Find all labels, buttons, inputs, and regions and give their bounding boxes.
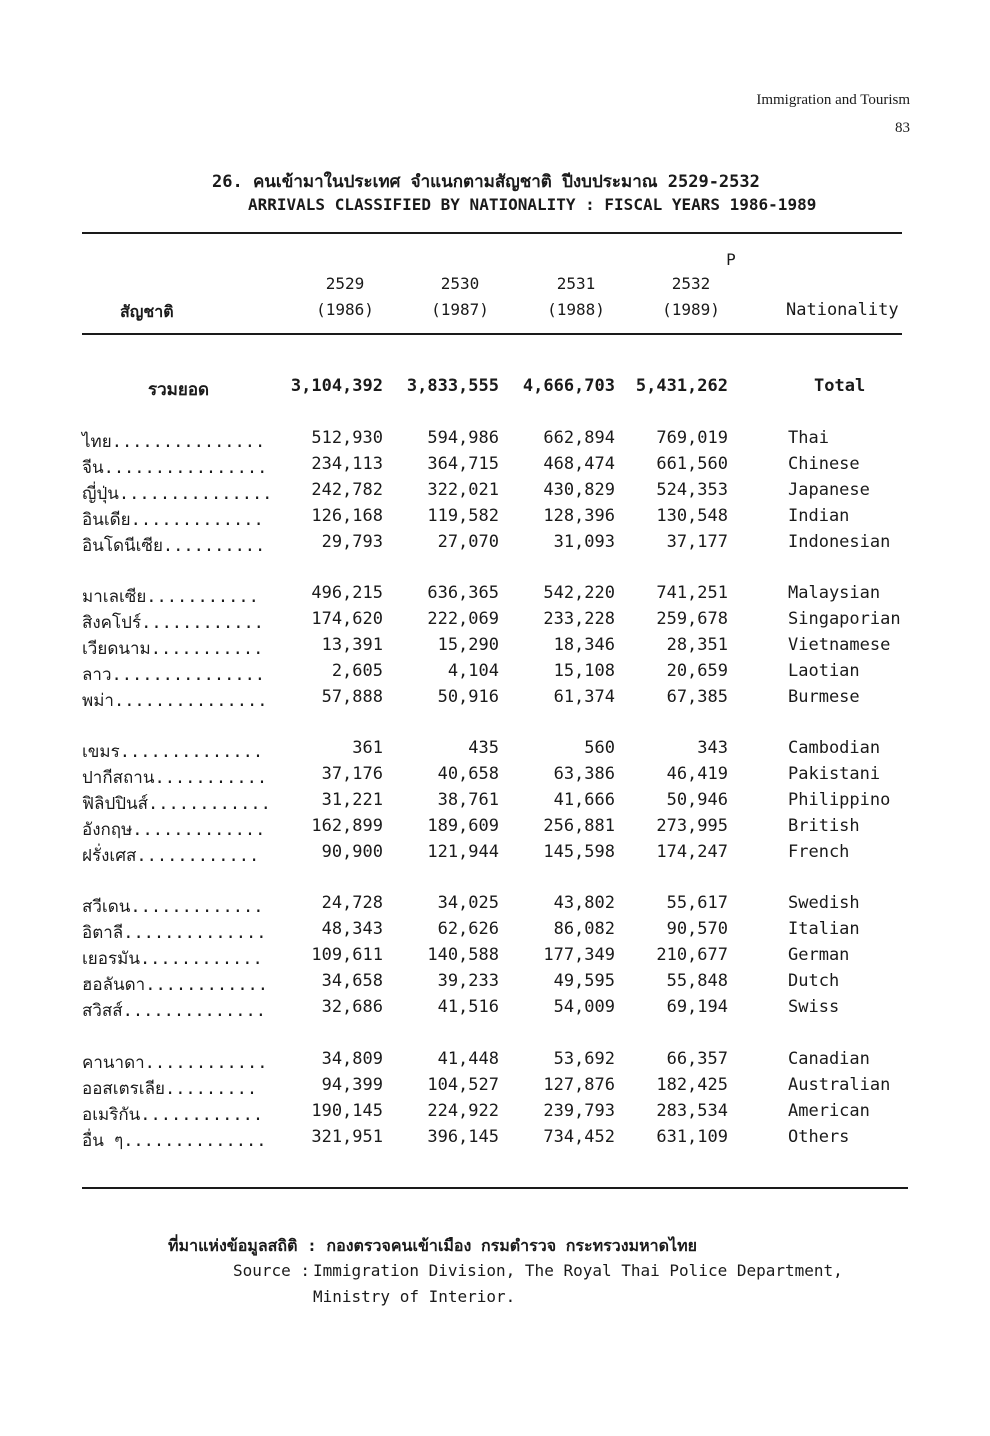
row-label-english: German [788,945,850,965]
table-cell: 34,809 [321,1049,383,1069]
page-header [756,86,910,142]
table-cell: 182,425 [656,1075,728,1095]
row-label-english: Vietnamese [788,635,891,655]
row-label-thai: ปากีสถาน........... [82,768,268,788]
table-cell: 50,946 [666,790,728,810]
table-cell: 190,145 [311,1101,383,1121]
total-value: 5,431,262 [635,376,728,396]
table-cell: 53,692 [553,1049,615,1069]
row-label-english: Pakistani [788,764,881,784]
table-cell: 24,728 [321,893,383,913]
table-cell: 66,357 [666,1049,728,1069]
table-cell: 430,829 [543,480,615,500]
title-english: ARRIVALS CLASSIFIED BY NATIONALITY : FISCAL YEARS 1986-1989 [248,195,817,214]
row-label-english: Laotian [788,661,860,681]
col-year-ce: (1986) [316,300,374,319]
row-label-english: French [788,842,850,862]
table-cell: 18,346 [553,635,615,655]
table-cell: 54,009 [553,997,615,1017]
table-cell: 94,399 [321,1075,383,1095]
row-label-thai: คานาดา............ [82,1053,268,1073]
col-header-thai: สัญชาติ [120,302,174,321]
table-cell: 55,848 [666,971,728,991]
table-cell: 67,385 [666,687,728,707]
table-cell: 126,168 [311,506,383,526]
row-label-english: Indian [788,506,850,526]
table-cell: 15,290 [437,635,499,655]
source-thai: ที่มาแห่งข้อมูลสถิติ : กองตรวจคนเข้าเมือง กรมตำรวจ กระทรวงมหาดไทย [168,1236,697,1255]
table-cell: 109,611 [311,945,383,965]
page-number: 83 [895,120,910,136]
table-cell: 128,396 [543,506,615,526]
row-label-english: Burmese [788,687,860,707]
row-label-english: Swedish [788,893,860,913]
table-cell: 512,930 [311,428,383,448]
table-cell: 162,899 [311,816,383,836]
table-cell: 435 [468,738,499,758]
table-cell: 48,343 [321,919,383,939]
table-cell: 46,419 [666,764,728,784]
table-cell: 224,922 [427,1101,499,1121]
table-cell: 62,626 [437,919,499,939]
table-cell: 322,021 [427,480,499,500]
table-cell: 364,715 [427,454,499,474]
table-cell: 69,194 [666,997,728,1017]
row-label-thai: เวียดนาม........... [82,639,264,659]
table-cell: 174,247 [656,842,728,862]
table-cell: 468,474 [543,454,615,474]
table-cell: 233,228 [543,609,615,629]
row-label-english: Singaporian [788,609,901,629]
table-cell: 769,019 [656,428,728,448]
table-cell: 61,374 [553,687,615,707]
row-label-english: Dutch [788,971,840,991]
table-cell: 661,560 [656,454,728,474]
table-cell: 2,605 [331,661,383,681]
table-cell: 542,220 [543,583,615,603]
top-rule [82,232,902,234]
row-label-thai: ออสเตรเลีย......... [82,1079,258,1099]
row-label-thai: ฝรั่งเศส............ [82,846,260,866]
table-cell: 631,109 [656,1127,728,1147]
table-cell: 343 [697,738,728,758]
row-label-thai: อินโดนีเซีย.......... [82,536,266,556]
row-label-english: British [788,816,860,836]
col-header-english: Nationality [786,300,899,320]
table-cell: 119,582 [427,506,499,526]
source-label: Source : [233,1261,311,1280]
table-cell: 31,093 [553,532,615,552]
row-label-english: Philippino [788,790,891,810]
col-year-be: 2532 [671,274,711,293]
table-cell: 55,617 [666,893,728,913]
table-cell: 177,349 [543,945,615,965]
total-value: 4,666,703 [522,376,615,396]
table-cell: 28,351 [666,635,728,655]
row-label-thai: มาเลเซีย........... [82,587,259,607]
section-title: Immigration and Tourism [756,92,910,108]
table-cell: 50,916 [437,687,499,707]
row-label-english: Australian [788,1075,891,1095]
table-cell: 273,995 [656,816,728,836]
row-label-english: Thai [788,428,829,448]
row-label-english: Chinese [788,454,860,474]
table-cell: 41,516 [437,997,499,1017]
source-line-2: Ministry of Interior. [313,1287,516,1306]
table-cell: 15,108 [553,661,615,681]
table-cell: 27,070 [437,532,499,552]
col-year-be: 2531 [556,274,596,293]
table-cell: 396,145 [427,1127,499,1147]
table-cell: 34,025 [437,893,499,913]
row-label-english: Italian [788,919,860,939]
table-cell: 361 [352,738,383,758]
table-cell: 130,548 [656,506,728,526]
table-cell: 741,251 [656,583,728,603]
row-label-english: Swiss [788,997,840,1017]
row-label-thai: ฟิลิปปินส์............ [82,794,271,814]
row-label-english: Indonesian [788,532,891,552]
row-label-thai: สิงคโปร์............ [82,613,264,633]
table-cell: 41,448 [437,1049,499,1069]
row-label-thai: อื่น ๆ.............. [82,1131,267,1151]
row-label-english: Japanese [788,480,870,500]
table-cell: 145,598 [543,842,615,862]
row-label-thai: เยอรมัน............ [82,949,263,969]
table-cell: 4,104 [447,661,499,681]
header-rule [82,333,902,335]
row-label-english: Canadian [788,1049,870,1069]
row-label-thai: ฮอลันดา............ [82,975,269,995]
total-label-english: Total [814,376,866,396]
title-thai: 26. คนเข้ามาในประเทศ จำแนกตามสัญชาติ ปีงบประมาณ 2529-2532 [212,172,760,192]
table-cell: 524,353 [656,480,728,500]
row-label-thai: ไทย............... [82,432,266,452]
table-cell: 57,888 [321,687,383,707]
table-cell: 43,802 [553,893,615,913]
table-cell: 239,793 [543,1101,615,1121]
row-label-thai: เขมร.............. [82,742,264,762]
table-cell: 37,177 [666,532,728,552]
col-year-be: 2529 [325,274,365,293]
table-cell: 38,761 [437,790,499,810]
row-label-english: Malaysian [788,583,881,603]
col-year-ce: (1988) [547,300,605,319]
row-label-thai: จีน................ [82,458,268,478]
table-cell: 283,534 [656,1101,728,1121]
table-cell: 662,894 [543,428,615,448]
table-cell: 63,386 [553,764,615,784]
prelim-mark: P [726,250,736,269]
table-cell: 39,233 [437,971,499,991]
table-cell: 90,900 [321,842,383,862]
row-label-english: American [788,1101,870,1121]
table-cell: 31,221 [321,790,383,810]
table-cell: 734,452 [543,1127,615,1147]
row-label-thai: สวีเดน............. [82,897,264,917]
table-cell: 210,677 [656,945,728,965]
table-cell: 242,782 [311,480,383,500]
row-label-thai: อังกฤษ............. [82,820,266,840]
table-cell: 32,686 [321,997,383,1017]
col-year-be: 2530 [440,274,480,293]
bottom-rule [82,1187,908,1189]
col-year-ce: (1989) [662,300,720,319]
table-cell: 256,881 [543,816,615,836]
row-label-english: Cambodian [788,738,881,758]
table-cell: 127,876 [543,1075,615,1095]
table-cell: 49,595 [553,971,615,991]
total-value: 3,833,555 [406,376,499,396]
total-label-thai: รวมยอด [148,380,210,400]
table-cell: 496,215 [311,583,383,603]
table-cell: 259,678 [656,609,728,629]
table-cell: 222,069 [427,609,499,629]
table-cell: 41,666 [553,790,615,810]
row-label-thai: ลาว............... [82,665,266,685]
table-cell: 90,570 [666,919,728,939]
table-cell: 40,658 [437,764,499,784]
row-label-thai: ญี่ปุ่น............... [82,484,273,504]
table-cell: 29,793 [321,532,383,552]
row-label-thai: อินเดีย............. [82,510,264,530]
table-cell: 104,527 [427,1075,499,1095]
source-line-1: Immigration Division, The Royal Thai Police Department, [313,1261,843,1280]
table-cell: 189,609 [427,816,499,836]
table-cell: 13,391 [321,635,383,655]
total-value: 3,104,392 [290,376,383,396]
table-cell: 34,658 [321,971,383,991]
row-label-thai: อเมริกัน............ [82,1105,264,1125]
table-cell: 37,176 [321,764,383,784]
table-cell: 86,082 [553,919,615,939]
table-cell: 560 [584,738,615,758]
table-cell: 321,951 [311,1127,383,1147]
table-cell: 234,113 [311,454,383,474]
table-cell: 636,365 [427,583,499,603]
row-label-thai: สวิสส์.............. [82,1001,266,1021]
table-cell: 121,944 [427,842,499,862]
table-cell: 594,986 [427,428,499,448]
row-label-thai: พม่า............... [82,691,268,711]
table-cell: 174,620 [311,609,383,629]
table-cell: 20,659 [666,661,728,681]
row-label-english: Others [788,1127,850,1147]
col-year-ce: (1987) [431,300,489,319]
table-cell: 140,588 [427,945,499,965]
row-label-thai: อิตาลี.............. [82,923,267,943]
